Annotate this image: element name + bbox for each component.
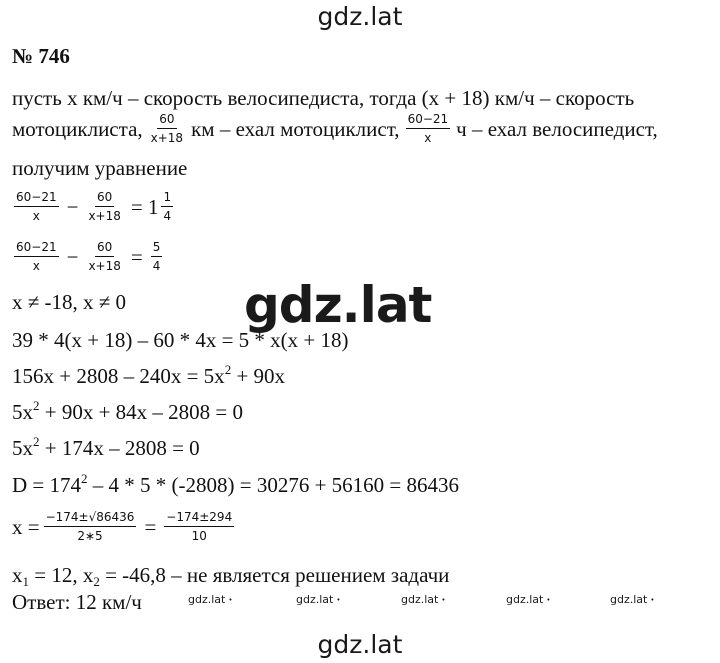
step-text: 156х + 2808 – 240х = 5х — [12, 364, 225, 388]
answer: Ответ: 12 км/ч — [12, 590, 142, 614]
fraction-denominator: x+18 — [150, 131, 184, 145]
solution-step-2 — [12, 364, 285, 388]
fraction-numerator: −174±√86436 — [44, 510, 137, 527]
fraction-numerator: 60 — [95, 240, 114, 257]
watermark-bottom: gdz.lat — [317, 630, 403, 659]
fraction-denominator: x+18 — [88, 259, 121, 273]
exponent: 2 — [33, 434, 40, 449]
equation-fraction — [161, 190, 173, 223]
solution-step-4 — [12, 436, 200, 460]
step-text: + 174х – 2808 = 0 — [39, 436, 200, 460]
watermark-small: gdz.lat • — [188, 593, 233, 606]
subscript: 2 — [93, 574, 100, 589]
problem-intro-line-3: получим уравнение — [12, 156, 188, 180]
fraction-numerator: 60 — [95, 190, 114, 207]
fraction-denominator: 4 — [152, 259, 161, 273]
fraction-denominator: x+18 — [88, 209, 121, 223]
solution-step-1: 39 * 4(х + 18) – 60 * 4х = 5 * х(х + 18) — [12, 328, 349, 352]
fraction-denominator: x — [32, 259, 40, 273]
problem-intro-line-1: пусть х км/ч – скорость велосипедиста, тогда (х + 18) км/ч – скорость — [12, 86, 635, 110]
fraction-moto-time — [149, 112, 185, 145]
problem-number: № 746 — [12, 44, 70, 68]
intro-text-bike: ч – ехал велосипедист, — [456, 116, 658, 141]
fraction-bike-time — [406, 112, 451, 145]
step-text: 5х — [12, 436, 33, 460]
watermark-small: gdz.lat • — [610, 593, 655, 606]
roots-formula — [12, 510, 236, 543]
equation-fraction — [151, 240, 163, 273]
exponent: 2 — [224, 362, 232, 377]
fraction-numerator: 5 — [151, 240, 163, 257]
operator-equals: = 1 — [130, 194, 159, 219]
watermark-small: gdz.lat • — [296, 593, 341, 606]
step-text: + 90х + 84х – 2808 = 0 — [39, 400, 244, 424]
fraction-numerator: 60−21 — [406, 112, 451, 129]
fraction-denominator: 4 — [163, 209, 172, 223]
fraction-denominator: 2∗5 — [77, 529, 103, 543]
equation-fraction — [14, 190, 59, 223]
equation-fraction — [86, 240, 122, 273]
roots-x-label: х = — [12, 514, 40, 539]
operator-minus: − — [66, 244, 79, 269]
fraction-numerator: −174±294 — [164, 510, 234, 527]
watermark-small: gdz.lat • — [401, 593, 446, 606]
watermark-center: gdz.lat — [244, 276, 432, 334]
step-text: D = 174 — [12, 473, 82, 497]
problem-intro-line-2 — [12, 112, 658, 145]
equation-fraction — [14, 240, 59, 273]
watermark-top: gdz.lat — [317, 2, 403, 31]
fraction-denominator: x — [32, 209, 40, 223]
step-text: = -46,8 – не является решением задачи — [99, 563, 450, 587]
fraction-denominator: 10 — [191, 529, 207, 543]
operator-equals: = — [144, 514, 157, 539]
solution-step-3 — [12, 400, 243, 424]
subscript: 1 — [22, 574, 29, 589]
step-text: = 12, х — [29, 563, 94, 587]
roots-fraction — [164, 510, 234, 543]
operator-equals: = — [130, 244, 143, 269]
fraction-numerator: 60−21 — [14, 240, 59, 257]
fraction-numerator: 1 — [161, 190, 173, 207]
step-text: – 4 * 5 * (-2808) = 30276 + 56160 = 86436 — [87, 473, 460, 497]
intro-text-moto-km: км – ехал мотоциклист, — [191, 116, 400, 141]
roots-fraction — [44, 510, 137, 543]
step-text: х — [12, 563, 23, 587]
fraction-numerator: 60 — [157, 112, 176, 129]
intro-text-moto: мотоциклиста, — [12, 116, 143, 141]
domain-restriction: х ≠ -18, х ≠ 0 — [12, 290, 127, 314]
exponent: 2 — [33, 398, 40, 413]
exponent: 2 — [81, 471, 88, 486]
step-text: 5х — [12, 400, 33, 424]
watermark-small: gdz.lat • — [506, 593, 551, 606]
equation-fraction — [86, 190, 122, 223]
fraction-numerator: 60−21 — [14, 190, 59, 207]
fraction-denominator: x — [424, 131, 432, 145]
roots-result — [12, 563, 449, 587]
equation-1 — [12, 190, 175, 223]
operator-minus: − — [66, 194, 79, 219]
equation-2 — [12, 240, 164, 273]
step-text: + 90х — [231, 364, 286, 388]
discriminant — [12, 473, 459, 497]
